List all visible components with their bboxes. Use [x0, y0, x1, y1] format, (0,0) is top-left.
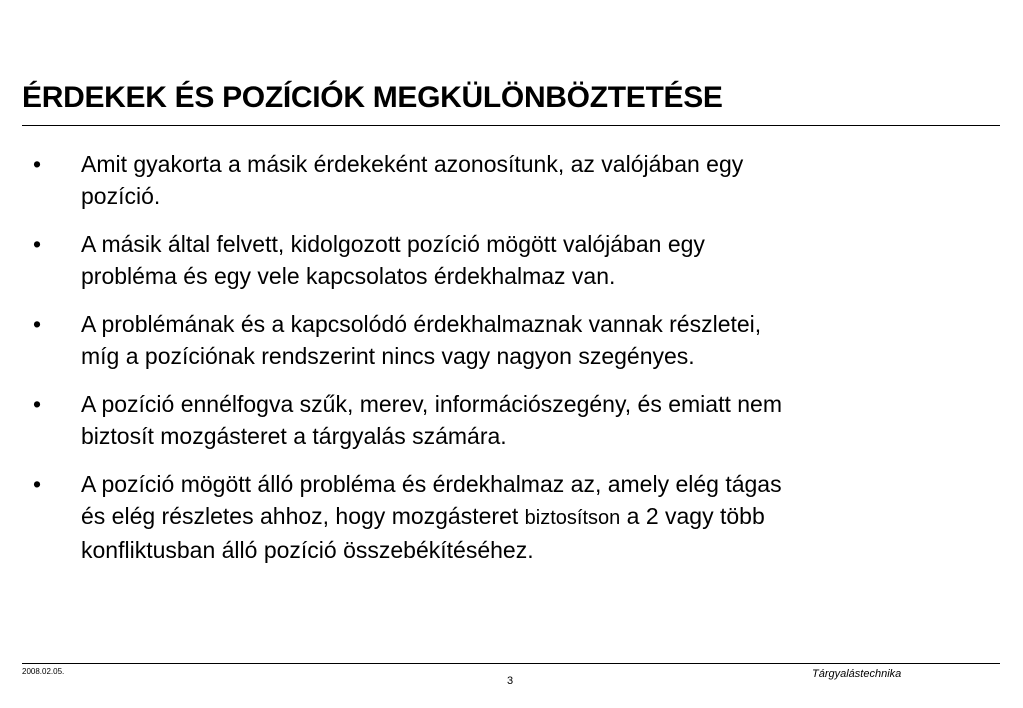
- bullet-text-line: A pozíció mögött álló probléma és érdekhalmaz az, amely elég tágas: [81, 471, 782, 497]
- footer-date: 2008.02.05.: [22, 667, 65, 676]
- bullet-icon: •: [33, 391, 42, 417]
- page-number: 3: [506, 675, 514, 687]
- bullet-text-line: probléma és egy vele kapcsolatos érdekhalmaz van.: [81, 263, 616, 289]
- bullet-text-line: biztosít mozgásteret a tárgyalás számára.: [81, 423, 507, 449]
- bullet-text-segment: és elég részletes ahhoz, hogy mozgásteret: [81, 503, 525, 529]
- bullet-item: [0, 228, 1000, 292]
- bullet-text-segment: a 2 vagy több: [620, 503, 765, 529]
- bullet-text-segment-small: biztosítson: [524, 507, 621, 529]
- bullet-item: [0, 308, 1000, 372]
- footer-course-title: Tárgyalástechnika: [812, 668, 902, 680]
- bullet-icon: •: [33, 471, 42, 497]
- bullet-icon: •: [33, 231, 42, 257]
- bullet-text-line: A pozíció ennélfogva szűk, merev, információszegény, és emiatt nem: [81, 391, 782, 417]
- footer-divider: [22, 663, 1000, 664]
- bullet-text-line: pozíció.: [81, 183, 161, 209]
- bullet-text-line-mixed: [81, 500, 1000, 534]
- bullet-text-line: konfliktusban álló pozíció összebékítéséhez.: [81, 537, 534, 563]
- bullet-item: [0, 148, 1000, 212]
- bullet-icon: •: [33, 151, 42, 177]
- slide-title: ÉRDEKEK ÉS POZÍCIÓK MEGKÜLÖNBÖZTETÉSE: [22, 81, 723, 114]
- bullet-text-line: A problémának és a kapcsolódó érdekhalmaznak vannak részletei,: [81, 311, 762, 337]
- title-divider: [22, 125, 1000, 126]
- bullet-item: [0, 468, 1000, 566]
- bullet-list: [0, 148, 1000, 582]
- bullet-item: [0, 388, 1000, 452]
- bullet-text-line: Amit gyakorta a másik érdekeként azonosítunk, az valójában egy: [81, 151, 744, 177]
- bullet-text-line: A másik által felvett, kidolgozott pozíció mögött valójában egy: [81, 231, 705, 257]
- bullet-icon: •: [33, 311, 42, 337]
- bullet-text-line: míg a pozíciónak rendszerint nincs vagy nagyon szegényes.: [81, 343, 695, 369]
